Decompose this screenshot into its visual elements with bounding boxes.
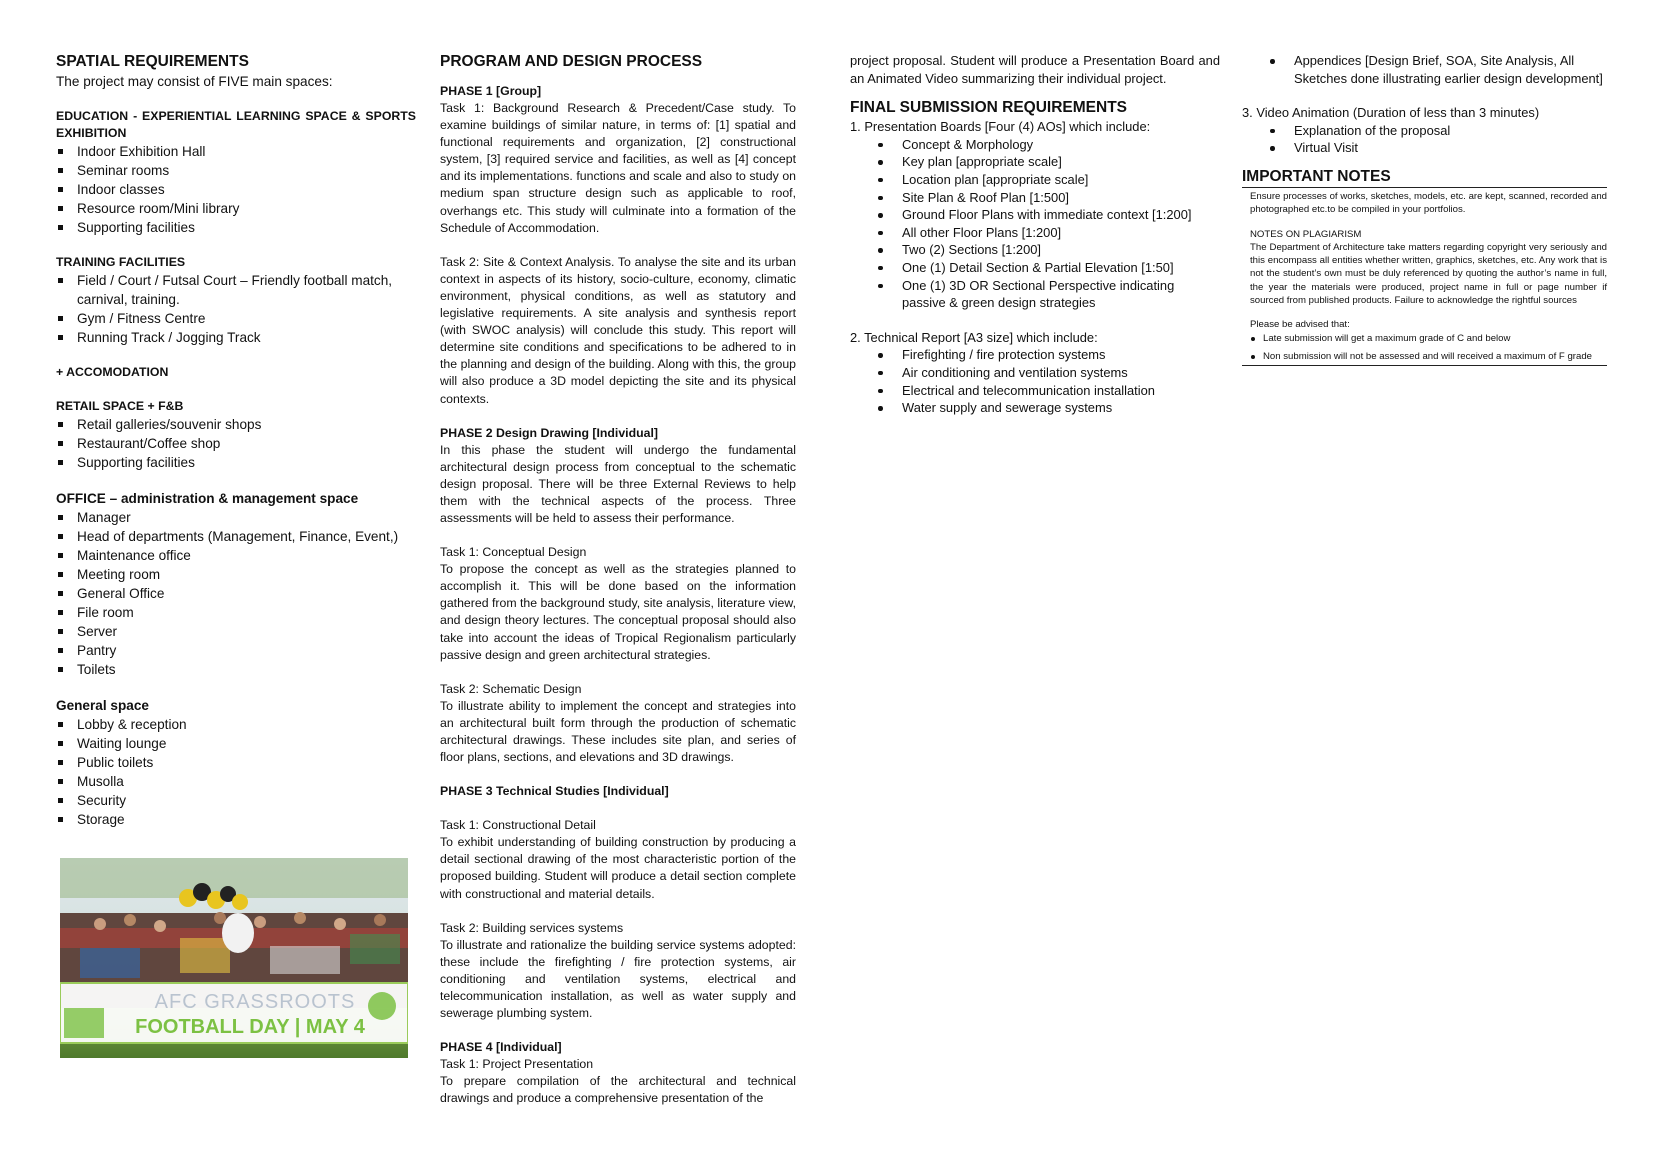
list-item: One (1) 3D OR Sectional Perspective indicating passive & green design strategies — [850, 277, 1220, 312]
phase3-task1: To exhibit understanding of building construction by producing a detail sectional drawing of the most characteristic portion of the proposed building. Student will produce a detail section complete with constructional and material details. — [440, 835, 796, 901]
phase1-task1: Task 1: Background Research & Precedent/Case study. To examine buildings of similar nature, in terms of: [1] spatial and functional requirements and organization, [2] constructional system, [3] required service and facilities, as well as [4] concept and its implementations. functions and scale and also to study on medium span structure design such as applicable to roof, overhangs etc. This study will culminate into a formation of the Schedule of Accommodation. — [440, 101, 796, 235]
video-list — [1242, 122, 1607, 157]
list-item: Retail galleries/souvenir shops — [56, 415, 416, 434]
training-heading: TRAINING FACILITIES — [56, 255, 186, 269]
advised-heading: Please be advised that: — [1250, 319, 1350, 331]
list-item: Manager — [56, 508, 416, 527]
phase3-task2: To illustrate and rationalize the building service systems adopted: these include the firefighting / fire protection systems, air conditioning and ventilation systems, electrical and telecommunication installation, as well as water supply and sewerage plumbing system. — [440, 937, 796, 1021]
list-item: Field / Court / Futsal Court – Friendly football match, carnival, training. — [56, 271, 416, 309]
list-item: Toilets — [56, 660, 416, 679]
phase2-task2-title: Task 2: Schematic Design — [440, 681, 582, 696]
advice-list — [1250, 332, 1607, 364]
office-heading: OFFICE – administration & management space — [56, 491, 359, 506]
list-item: Maintenance office — [56, 546, 416, 565]
phase4-task1-title: Task 1: Project Presentation — [440, 1057, 594, 1072]
football-day-photo — [60, 858, 408, 1058]
retail-list — [56, 415, 416, 472]
list-item: Late submission will get a maximum grade of C and below — [1250, 332, 1607, 345]
list-item: Non submission will not be assessed and will received a maximum of F grade — [1250, 350, 1607, 363]
office-list — [56, 508, 416, 679]
phase2-intro: In this phase the student will undergo the fundamental architectural design process from conceptual to the schematic design proposal. There will be three External Reviews to help them with the technical aspects of the process. Three assessments will be held to assess their performance. — [440, 442, 796, 525]
list-item: Running Track / Jogging Track — [56, 328, 416, 347]
list-item: General Office — [56, 584, 416, 603]
retail-heading: RETAIL SPACE + F&B — [56, 399, 184, 413]
video-heading: 3. Video Animation (Duration of less than 3 minutes) — [1242, 105, 1540, 121]
phase1-task2: Task 2: Site & Context Analysis. To analyse the site and its urban context in aspects of its history, socio-culture, economy, climatic environment, physical conditions, as well as statutory and legislative requirements. A site analysis and synthesis report (with SWOC analysis) will conclude this study. This report will determine site conditions and specifications to be adhered to in the planning and design of the building. Along with this, the group will also produce a 3D model depicting the site and its physical contexts. — [440, 254, 796, 406]
list-item: Head of departments (Management, Finance, Event,) — [56, 527, 416, 546]
final-submission-title: FINAL SUBMISSION REQUIREMENTS — [850, 99, 1128, 117]
proposal-continuation: project proposal. Student will produce a Presentation Board and an Animated Video summarizing their individual project. — [850, 53, 1220, 86]
phase4-task1: To prepare compilation of the architectural and technical drawings and produce a comprehensive presentation of the — [440, 1074, 796, 1106]
education-heading: EDUCATION - EXPERIENTIAL LEARNING SPACE & SPORTS EXHIBITION — [56, 109, 416, 140]
accomodation-heading: + ACCOMODATION — [56, 365, 169, 379]
important-notes-box — [1242, 188, 1607, 366]
education-list — [56, 142, 416, 237]
list-item: Seminar rooms — [56, 161, 416, 180]
list-item: Supporting facilities — [56, 218, 416, 237]
notes-intro: Ensure processes of works, sketches, models, etc. are kept, scanned, recorded and photographed etc.to be compiled in your portfolios. — [1250, 190, 1607, 216]
phase1-heading: PHASE 1 [Group] — [440, 84, 542, 98]
general-space-heading: General space — [56, 698, 149, 713]
phase2-task1-title: Task 1: Conceptual Design — [440, 545, 587, 560]
list-item: Public toilets — [56, 753, 416, 772]
banner-line1: AFC GRASSROOTS — [154, 991, 356, 1013]
list-item: Firefighting / fire protection systems — [850, 346, 1220, 364]
general-space-list — [56, 715, 416, 829]
banner-line2: FOOTBALL DAY | MAY 4 — [135, 1016, 365, 1038]
phase2-task2: To illustrate ability to implement the concept and strategies into an architectural built form through the production of schematic architectural drawings. These includes site plan, and series of floor plans, sections, and elevations and 3D drawings. — [440, 698, 796, 765]
list-item: Virtual Visit — [1242, 139, 1607, 157]
list-item: Concept & Morphology — [850, 136, 1220, 154]
plagiarism-heading: NOTES ON PLAGIARISM — [1250, 228, 1362, 240]
spatial-title: SPATIAL REQUIREMENTS — [56, 53, 249, 70]
list-item: Waiting lounge — [56, 734, 416, 753]
list-item: Site Plan & Roof Plan [1:500] — [850, 189, 1220, 207]
list-item: Indoor classes — [56, 180, 416, 199]
list-item: Appendices [Design Brief, SOA, Site Analysis, All Sketches done illustrating earlier design development] — [1242, 52, 1607, 87]
program-title: PROGRAM AND DESIGN PROCESS — [440, 53, 703, 70]
phase2-heading: PHASE 2 Design Drawing [Individual] — [440, 425, 658, 440]
list-item: Lobby & reception — [56, 715, 416, 734]
report-list — [850, 346, 1220, 416]
list-item: Electrical and telecommunication installation — [850, 382, 1220, 400]
list-item: Indoor Exhibition Hall — [56, 142, 416, 161]
list-item: Location plan [appropriate scale] — [850, 171, 1220, 189]
boards-list — [850, 136, 1220, 312]
list-item: Water supply and sewerage systems — [850, 399, 1220, 417]
spatial-requirements-column — [56, 52, 416, 829]
list-item: Server — [56, 622, 416, 641]
list-item: Supporting facilities — [56, 453, 416, 472]
boards-heading: 1. Presentation Boards [Four (4) AOs] which include: — [850, 119, 1151, 135]
important-notes-title: IMPORTANT NOTES — [1242, 168, 1607, 188]
report-heading: 2. Technical Report [A3 size] which include: — [850, 329, 1098, 345]
appendices-list — [1242, 52, 1607, 87]
list-item: One (1) Detail Section & Partial Elevation [1:50] — [850, 259, 1220, 277]
list-item: Key plan [appropriate scale] — [850, 153, 1220, 171]
list-item: Air conditioning and ventilation systems — [850, 364, 1220, 382]
list-item: Pantry — [56, 641, 416, 660]
phase3-task2-title: Task 2: Building services systems — [440, 920, 624, 935]
list-item: File room — [56, 603, 416, 622]
training-list — [56, 271, 416, 347]
phase3-heading: PHASE 3 Technical Studies [Individual] — [440, 784, 669, 799]
program-column — [440, 52, 796, 1108]
list-item: Two (2) Sections [1:200] — [850, 241, 1220, 259]
final-submission-column — [850, 52, 1220, 417]
list-item: Storage — [56, 810, 416, 829]
plagiarism-text: The Department of Architecture take matters regarding copyright very seriously and this encompass all entities whether written, graphics, sketches, etc. Any work that is not the student’s own must be duly referenced by quoting the author’s name in full, the year the materials were produced, project name in full or page number if sourced from published products. Failure to acknowledge the rightful sources — [1250, 241, 1607, 307]
phase2-task1: To propose the concept as well as the strategies planned to accomplish it. This will be done based on the information gathered from the background study, site analysis, literature view, and design theory lectures. The conceptual proposal should also take into account the ideas of Tropical Regionalism particularly passive design and green architectural strategies. — [440, 562, 796, 662]
notes-column — [1242, 52, 1607, 366]
list-item: All other Floor Plans [1:200] — [850, 224, 1220, 242]
list-item: Ground Floor Plans with immediate context [1:200] — [850, 206, 1220, 224]
list-item: Gym / Fitness Centre — [56, 309, 416, 328]
list-item: Explanation of the proposal — [1242, 122, 1607, 140]
phase3-task1-title: Task 1: Constructional Detail — [440, 818, 596, 833]
phase4-heading: PHASE 4 [Individual] — [440, 1040, 562, 1055]
list-item: Resource room/Mini library — [56, 199, 416, 218]
list-item: Musolla — [56, 772, 416, 791]
list-item: Security — [56, 791, 416, 810]
list-item: Meeting room — [56, 565, 416, 584]
spatial-intro: The project may consist of FIVE main spaces: — [56, 74, 333, 89]
list-item: Restaurant/Coffee shop — [56, 434, 416, 453]
